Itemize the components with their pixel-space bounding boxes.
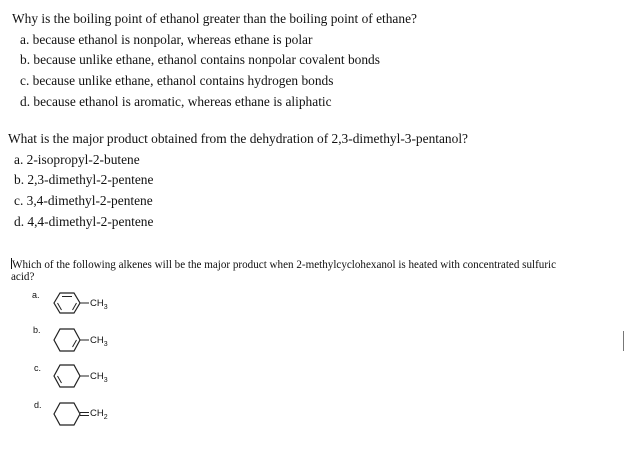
option-d-substituent: $CH_2$ [90, 408, 108, 421]
question-2-option-b[interactable]: b. 2,3-dimethyl-2-pentene [14, 172, 154, 188]
question-2-option-a[interactable]: a. 2-isopropyl-2-butene [14, 151, 140, 167]
question-1-option-d[interactable]: d. because ethanol is aromatic, whereas ethane is aliphatic [20, 93, 332, 109]
question-3-prompt [11, 258, 611, 271]
question-1-option-c[interactable]: c. because unlike ethane, ethanol contains hydrogen bonds [20, 73, 334, 89]
option-a-substituent: $CH_3$ [90, 298, 108, 311]
option-a-letter: a. [32, 290, 40, 300]
question-3-prompt-line-2: acid? [11, 271, 35, 283]
option-c-letter: c. [34, 363, 42, 373]
option-c-substituent: $CH_3$ [90, 371, 108, 384]
question-2-option-c[interactable]: c. 3,4-dimethyl-2-pentene [14, 193, 153, 209]
question-1 [12, 9, 417, 113]
question-3-prompt-line-1: Which of the following alkenes will be the major product when 2-methylcyclohexanol is heated with concentrated sulfuric [12, 259, 557, 271]
question-3 [11, 258, 611, 283]
option-d-letter: d. [34, 400, 42, 410]
scroll-edge-mark [623, 331, 624, 351]
option-b-letter: b. [33, 325, 41, 335]
question-2 [8, 129, 468, 233]
question-2-prompt: What is the major product obtained from the dehydration of 2,3-dimethyl-3-pentanol? [8, 131, 468, 146]
question-1-prompt: Why is the boiling point of ethanol greater than the boiling point of ethane? [12, 11, 417, 26]
question-1-option-b[interactable]: b. because unlike ethane, ethanol contains nonpolar covalent bonds [20, 52, 380, 68]
question-2-option-d[interactable]: d. 4,4-dimethyl-2-pentene [14, 213, 154, 229]
option-b-substituent: $CH_3$ [90, 335, 108, 348]
question-1-option-a[interactable]: a. because ethanol is nonpolar, whereas ethane is polar [20, 31, 313, 47]
